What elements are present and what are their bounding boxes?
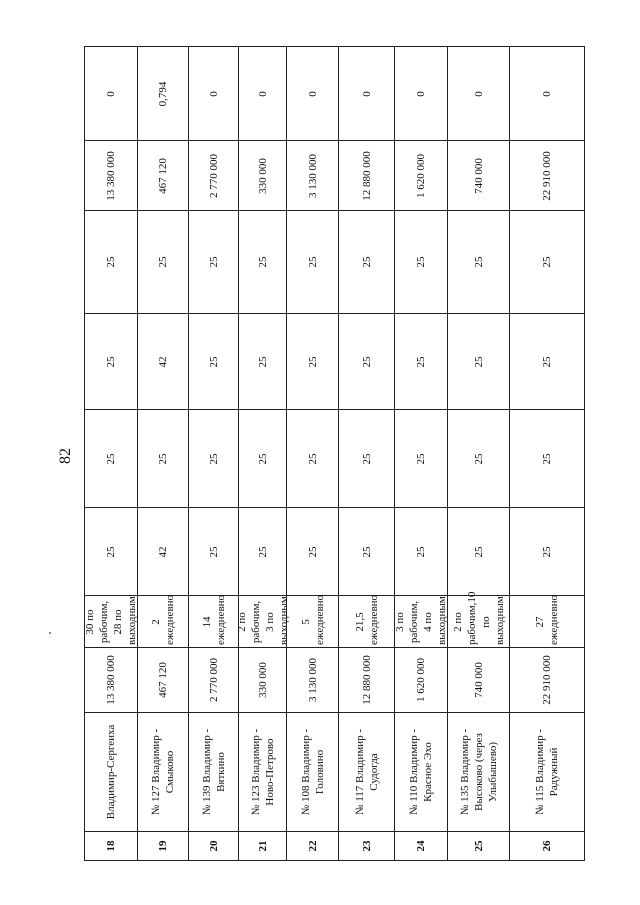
cell-text: 25 <box>207 356 220 367</box>
volume-cell <box>138 647 188 712</box>
cell-text: 42 <box>157 546 169 557</box>
value-cell-3 <box>510 313 584 409</box>
cell-text: 13 380 000 <box>105 150 117 201</box>
cell-text: 21 <box>256 840 269 852</box>
cell-text: № 123 Владимир - Ново-Петрово <box>249 728 276 816</box>
cell-text: 25 <box>472 453 485 464</box>
cell-text: № 108 Владимир - Головино <box>299 728 326 816</box>
cell-text: 25 <box>541 546 553 557</box>
cell-text: 25 <box>256 256 269 268</box>
cell-text: 25 <box>157 453 169 464</box>
frequency-cell <box>287 595 338 647</box>
cell-text: 24 <box>415 840 427 852</box>
table-row <box>188 47 238 860</box>
frequency-cell <box>395 595 447 647</box>
cell-text: 467 120 <box>157 157 169 194</box>
row-number-cell <box>448 831 509 860</box>
table-row <box>394 47 447 860</box>
value-cell-2 <box>510 409 584 507</box>
value-cell-4 <box>510 210 584 313</box>
value-cell-3 <box>189 313 238 409</box>
route-cell <box>138 712 188 831</box>
cell-text: 21,5 ежедневно <box>353 594 380 645</box>
cell-text: 25 <box>360 453 373 464</box>
value-cell-2 <box>189 409 238 507</box>
cell-text: 27 ежедневно <box>534 594 560 645</box>
value-cell-1 <box>287 507 338 595</box>
route-cell <box>395 712 447 831</box>
value-cell-3 <box>287 313 338 409</box>
cell-text: 25 <box>415 453 427 464</box>
cell-text: 14 ежедневно <box>200 594 227 645</box>
ratio-cell <box>510 47 584 140</box>
cell-text: 20 <box>207 840 220 852</box>
value-cell-3 <box>448 313 509 409</box>
value-cell-1 <box>510 507 584 595</box>
route-cell <box>239 712 286 831</box>
cell-text: 25 <box>306 453 319 464</box>
cell-text: 2 по рабочим, 3 по выходным <box>235 595 290 645</box>
cell-text: 25 <box>541 453 553 464</box>
cell-text: 22 <box>306 840 319 852</box>
route-cell <box>339 712 394 831</box>
volume-cell <box>510 647 584 712</box>
value-cell-4 <box>189 210 238 313</box>
cell-text: 0,794 <box>157 81 169 106</box>
frequency-cell <box>85 595 137 647</box>
volume-cell <box>85 647 137 712</box>
row-number-cell <box>287 831 338 860</box>
cell-text: 25 <box>207 256 220 268</box>
row-number-cell <box>85 831 137 860</box>
value-cell-2 <box>395 409 447 507</box>
amount-cell <box>339 140 394 210</box>
row-number-cell <box>138 831 188 860</box>
frequency-cell <box>235 595 290 647</box>
row-number-cell <box>339 831 394 860</box>
page-number: 82 <box>57 448 74 464</box>
cell-text: 25 <box>415 546 427 557</box>
cell-text: 0 <box>256 90 269 97</box>
frequency-cell <box>339 595 394 647</box>
value-cell-4 <box>239 210 286 313</box>
cell-text: 25 <box>541 356 553 367</box>
cell-text: 26 <box>541 840 553 852</box>
amount-cell <box>85 140 137 210</box>
cell-text: 25 <box>360 546 373 557</box>
cell-text: 3 130 000 <box>306 153 319 198</box>
volume-cell <box>339 647 394 712</box>
cell-text: 330 000 <box>256 157 269 194</box>
value-cell-1 <box>138 507 188 595</box>
ratio-cell <box>448 47 509 140</box>
cell-text: 3 по рабочим, 4 по выходным <box>394 595 448 645</box>
route-cell <box>85 712 137 831</box>
table-row <box>286 47 338 860</box>
cell-text: 0 <box>306 90 319 97</box>
route-cell <box>287 712 338 831</box>
cell-text: 25 <box>207 453 220 464</box>
cell-text: № 115 Владимир - Радужный <box>534 728 560 816</box>
ratio-cell <box>395 47 447 140</box>
route-cell <box>510 712 584 831</box>
cell-text: 2 ежедневно <box>150 594 176 645</box>
value-cell-3 <box>138 313 188 409</box>
cell-text: 0 <box>105 90 117 97</box>
cell-text: 25 <box>157 256 169 268</box>
cell-text: 467 120 <box>157 662 169 698</box>
cell-text: 12 880 000 <box>360 655 373 705</box>
table-row <box>85 47 137 860</box>
value-cell-1 <box>239 507 286 595</box>
ratio-cell <box>339 47 394 140</box>
amount-cell <box>189 140 238 210</box>
cell-text: 23 <box>360 840 373 852</box>
cell-text: 2 по рабочим,10 по выходным <box>451 591 506 645</box>
row-number-cell <box>395 831 447 860</box>
value-cell-3 <box>395 313 447 409</box>
value-cell-1 <box>339 507 394 595</box>
cell-text: 25 <box>256 546 269 557</box>
cell-text: 22 910 000 <box>541 150 553 201</box>
cell-text: 25 <box>306 356 319 367</box>
value-cell-4 <box>395 210 447 313</box>
value-cell-4 <box>85 210 137 313</box>
volume-cell <box>189 647 238 712</box>
cell-text: № 127 Владимир - Смыково <box>150 728 176 816</box>
cell-text: 25 <box>472 546 485 557</box>
ratio-cell <box>138 47 188 140</box>
frequency-cell <box>510 595 584 647</box>
value-cell-2 <box>448 409 509 507</box>
cell-text: № 117 Владимир - Судогда <box>353 728 380 816</box>
cell-text: 30 по рабочим, 28 по выходным <box>84 595 138 645</box>
cell-text: 25 <box>415 256 427 268</box>
cell-text: 25 <box>472 356 485 367</box>
value-cell-1 <box>85 507 137 595</box>
value-cell-2 <box>85 409 137 507</box>
value-cell-4 <box>448 210 509 313</box>
frequency-cell <box>189 595 238 647</box>
cell-text: 25 <box>541 256 553 268</box>
cell-text: 0 <box>360 90 373 97</box>
frequency-cell <box>138 595 188 647</box>
cell-text: 25 <box>256 453 269 464</box>
cell-text: 0 <box>415 90 427 97</box>
cell-text: 42 <box>157 356 169 367</box>
value-cell-1 <box>448 507 509 595</box>
value-cell-4 <box>138 210 188 313</box>
value-cell-3 <box>339 313 394 409</box>
value-cell-2 <box>287 409 338 507</box>
cell-text: 2 770 000 <box>207 153 220 198</box>
cell-text: 25 <box>105 453 117 464</box>
cell-text: 25 <box>306 256 319 268</box>
cell-text: 740 000 <box>472 157 485 194</box>
cell-text: 25 <box>207 546 220 557</box>
cell-text: 0 <box>541 90 553 97</box>
table-row <box>137 47 188 860</box>
ratio-cell <box>85 47 137 140</box>
row-number-cell <box>239 831 286 860</box>
route-cell <box>448 712 509 831</box>
cell-text: № 135 Владимир - Высоково (через Улыбышево) <box>458 728 499 816</box>
value-cell-4 <box>339 210 394 313</box>
cell-text: 330 000 <box>256 662 269 698</box>
scan-dot <box>49 632 51 634</box>
volume-cell <box>239 647 286 712</box>
cell-text: 25 <box>472 256 485 268</box>
ratio-cell <box>189 47 238 140</box>
frequency-cell <box>448 591 509 647</box>
amount-cell <box>138 140 188 210</box>
cell-text: 25 <box>360 356 373 367</box>
cell-text: № 139 Владимир - Вяткино <box>200 728 227 816</box>
value-cell-4 <box>287 210 338 313</box>
value-cell-2 <box>339 409 394 507</box>
cell-text: 12 880 000 <box>360 150 373 201</box>
cell-text: 2 770 000 <box>207 658 220 702</box>
cell-text: 1 620 000 <box>415 658 427 702</box>
value-cell-1 <box>395 507 447 595</box>
cell-text: 18 <box>105 840 117 852</box>
cell-text: Владимир-Сергеиха <box>105 724 117 820</box>
cell-text: 0 <box>472 90 485 97</box>
cell-text: 0 <box>207 90 220 97</box>
table-row <box>235 47 290 860</box>
volume-cell <box>287 647 338 712</box>
cell-text: 3 130 000 <box>306 658 319 702</box>
value-cell-1 <box>189 507 238 595</box>
row-number-cell <box>510 831 584 860</box>
cell-text: 25 <box>105 256 117 268</box>
cell-text: 22 910 000 <box>541 655 553 705</box>
value-cell-3 <box>239 313 286 409</box>
fare-table <box>84 46 585 861</box>
route-cell <box>189 712 238 831</box>
cell-text: 1 620 000 <box>415 153 427 198</box>
cell-text: 25 <box>472 840 485 852</box>
value-cell-3 <box>85 313 137 409</box>
cell-text: 5 ежедневно <box>299 594 326 645</box>
cell-text: 740 000 <box>472 662 485 698</box>
amount-cell <box>395 140 447 210</box>
table-row <box>447 47 509 860</box>
cell-text: 25 <box>415 356 427 367</box>
amount-cell <box>448 140 509 210</box>
cell-text: 25 <box>105 356 117 367</box>
amount-cell <box>239 140 286 210</box>
ratio-cell <box>239 47 286 140</box>
cell-text: № 110 Владимир - Красное Эхо <box>408 728 434 816</box>
table-row <box>509 47 584 860</box>
cell-text: 25 <box>306 546 319 557</box>
ratio-cell <box>287 47 338 140</box>
amount-cell <box>287 140 338 210</box>
cell-text: 13 380 000 <box>105 655 117 705</box>
cell-text: 19 <box>157 840 169 852</box>
volume-cell <box>448 647 509 712</box>
cell-text: 25 <box>105 546 117 557</box>
row-number-cell <box>189 831 238 860</box>
value-cell-2 <box>239 409 286 507</box>
volume-cell <box>395 647 447 712</box>
table-row <box>338 47 394 860</box>
cell-text: 25 <box>256 356 269 367</box>
cell-text: 25 <box>360 256 373 268</box>
value-cell-2 <box>138 409 188 507</box>
amount-cell <box>510 140 584 210</box>
